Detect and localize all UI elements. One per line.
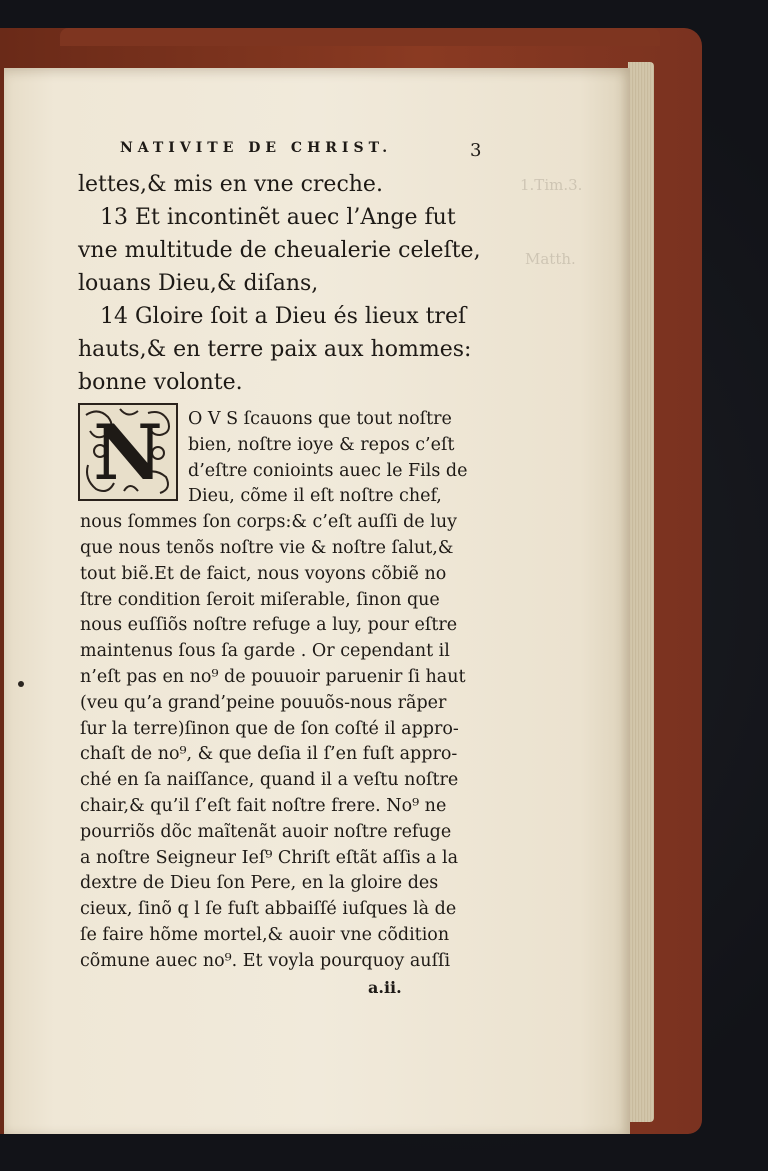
commentary-line: ché en ſa naiſſance, quand il a veſtu noſtre — [80, 770, 459, 791]
commentary-line: n’eſt pas en no⁹ de pouuoir paruenir ſi haut — [80, 667, 466, 687]
verse-line: lettes,& mis en vne creche. — [78, 172, 383, 197]
commentary-line: chaſt de no⁹, & que deſia il ſ’en fuſt appro- — [80, 744, 458, 765]
commentary-line: nous euſſiõs noſtre refuge a luy, pour eſtre — [80, 615, 458, 636]
page-fore-edge — [628, 62, 654, 1122]
verse-line: hauts,& en terre paix aux hommes: — [78, 337, 472, 362]
commentary-line: que nous tenõs noſtre vie & noſtre ſalut,& — [80, 538, 454, 558]
running-title: NATIVITE DE CHRIST. — [120, 140, 393, 156]
show-through-text: 1.Tim.3. — [520, 176, 583, 194]
margin-mark — [18, 681, 24, 687]
commentary-line: chair,& qu’il ſ’eſt fait noſtre frere. No⁹ ne — [80, 796, 447, 816]
commentary-line: ſtre condition ſeroit miſerable, ſinon que — [80, 589, 440, 610]
cover-top-edge — [60, 28, 660, 46]
commentary-line: cõmune auec no⁹. Et voyla pourquoy auſſi — [80, 950, 451, 971]
commentary-line: ſur la terre)ſinon que de ſon coſté il appro- — [80, 718, 459, 739]
signature-mark: a.ii. — [368, 978, 402, 997]
initial-letter: N — [93, 408, 163, 497]
verse-line: bonne volonte. — [78, 370, 243, 395]
commentary-line: Dieu, cõme il eſt noſtre chef, — [188, 486, 442, 507]
decorated-initial — [78, 403, 178, 501]
commentary-line: ſe faire hõme mortel,& auoir vne cõdition — [80, 925, 450, 945]
ornament-icon — [80, 405, 176, 499]
commentary-line: pourriõs dõc maĩtenãt auoir noſtre refuge — [80, 821, 452, 842]
commentary-line: a noſtre Seigneur Ieſ⁹ Chriſt eſtãt aſſis a la — [80, 847, 459, 868]
commentary-line: tout biẽ.Et de faict, nous voyons cõbiẽ no — [80, 563, 447, 584]
commentary-line: O V S ſcauons que tout noſtre — [188, 409, 452, 429]
commentary-line: cieux, ſinõ q l ſe fuſt abbaiſſé iuſques là de — [80, 899, 457, 920]
verse-line: 13 Et incontinẽt auec l’Ange fut — [100, 205, 456, 230]
commentary-line: d’eſtre conioints auec le Fils de — [188, 460, 468, 481]
verse-line: 14 Gloire ſoit a Dieu és lieux treſ — [100, 304, 467, 329]
page-number: 3 — [470, 140, 482, 161]
commentary-line: (veu qu’a grand’peine pouuõs-nous rãper — [80, 692, 447, 713]
verse-line: vne multitude de cheualerie celeſte, — [78, 238, 481, 263]
commentary-line: nous ſommes ſon corps:& c’eſt auſſi de luy — [80, 512, 457, 533]
commentary-line: dextre de Dieu ſon Pere, en la gloire des — [80, 873, 439, 894]
commentary-line: maintenus ſous ſa garde . Or cependant il — [80, 641, 450, 662]
commentary-line: bien, noſtre ioye & repos c’eſt — [188, 434, 455, 455]
verse-line: louans Dieu,& diſans, — [78, 271, 319, 296]
show-through-text: Matth. — [525, 250, 576, 268]
